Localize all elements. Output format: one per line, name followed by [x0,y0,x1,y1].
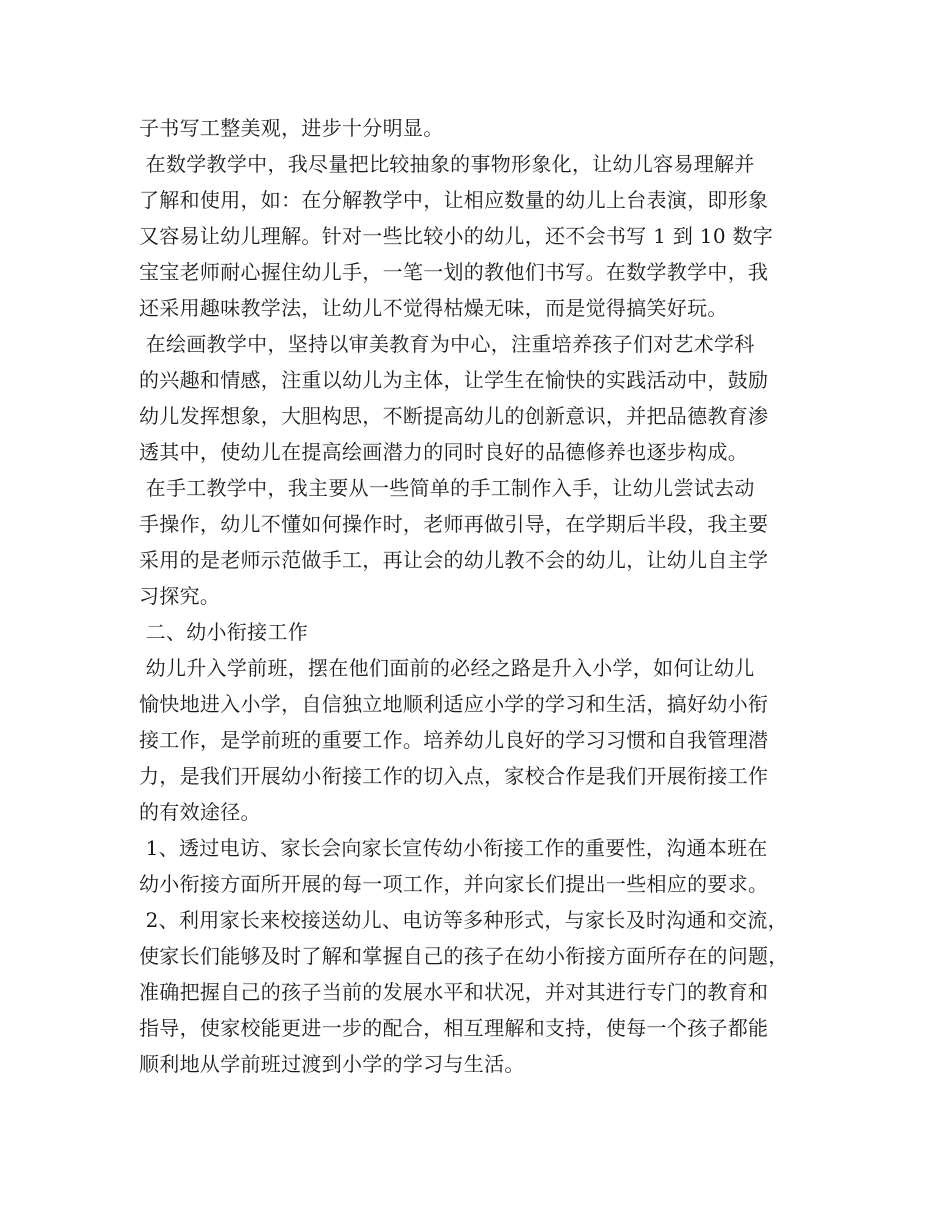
text-line: 1、透过电访、家长会向家长宣传幼小衔接工作的重要性，沟通本班在 [139,836,768,860]
text-line: 顺利地从学前班过渡到小学的学习与生活。 [139,1052,525,1076]
text-line: 幼儿升入学前班，摆在他们面前的必经之路是升入小学，如何让幼儿 [139,656,755,680]
text-line: 的兴趣和情感，注重以幼儿为主体，让学生在愉快的实践活动中，鼓励 [139,368,769,392]
text-line: 在手工教学中，我主要从一些简单的手工制作入手，让幼儿尝试去动 [139,476,755,500]
text-line: 手操作，幼儿不懂如何操作时，老师再做引导，在学期后半段，我主要 [139,512,769,536]
text-line: 在数学教学中，我尽量把比较抽象的事物形象化，让幼儿容易理解并 [139,152,755,176]
text-line: 还采用趣味教学法，让幼儿不觉得枯燥无味，而是觉得搞笑好玩。 [139,296,728,320]
text-line: 接工作，是学前班的重要工作。培养幼儿良好的学习习惯和自我管理潜 [139,728,769,752]
text-line: 准确把握自己的孩子当前的发展水平和状况，并对其进行专门的教育和 [139,980,769,1004]
text-line: 2、利用家长来校接送幼儿、电访等多种形式，与家长及时沟通和交流， [139,908,788,932]
text-line: 愉快地进入小学，自信独立地顺利适应小学的学习和生活，搞好幼小衔 [139,692,769,716]
text-line: 透其中，使幼儿在提高绘画潜力的同时良好的品德修养也逐步构成。 [139,440,748,464]
text-line: 在绘画教学中，坚持以审美教育为中心，注重培养孩子们对艺术学科 [139,332,755,356]
text-line: 宝宝老师耐心握住幼儿手，一笔一划的教他们书写。在数学教学中，我 [139,260,769,284]
text-line: 幼儿发挥想象，大胆构思，不断提高幼儿的创新意识，并把品德教育渗 [139,404,769,428]
text-line: 习探究。 [139,584,221,608]
text-line: 幼小衔接方面所开展的每一项工作，并向家长们提出一些相应的要求。 [139,872,769,896]
text-line: 的有效途径。 [139,800,261,824]
text-line: 采用的是老师示范做手工，再让会的幼儿教不会的幼儿，让幼儿自主学 [139,548,769,572]
text-line: 使家长们能够及时了解和掌握自己的孩子在幼小衔接方面所存在的问题， [139,944,789,968]
document-body [139,110,829,1082]
text-line: 了解和使用，如：在分解教学中，让相应数量的幼儿上台表演，即形象 [139,188,769,212]
text-line: 力，是我们开展幼小衔接工作的切入点，家校合作是我们开展衔接工作 [139,764,769,788]
text-line: 指导，使家校能更进一步的配合，相互理解和支持，使每一个孩子都能 [139,1016,769,1040]
text-line: 又容易让幼儿理解。针对一些比较小的幼儿，还不会书写 1 到 10 数字 [139,224,774,248]
text-line: 子书写工整美观，进步十分明显。 [139,116,444,140]
section-heading: 二、幼小衔接工作 [139,620,309,644]
